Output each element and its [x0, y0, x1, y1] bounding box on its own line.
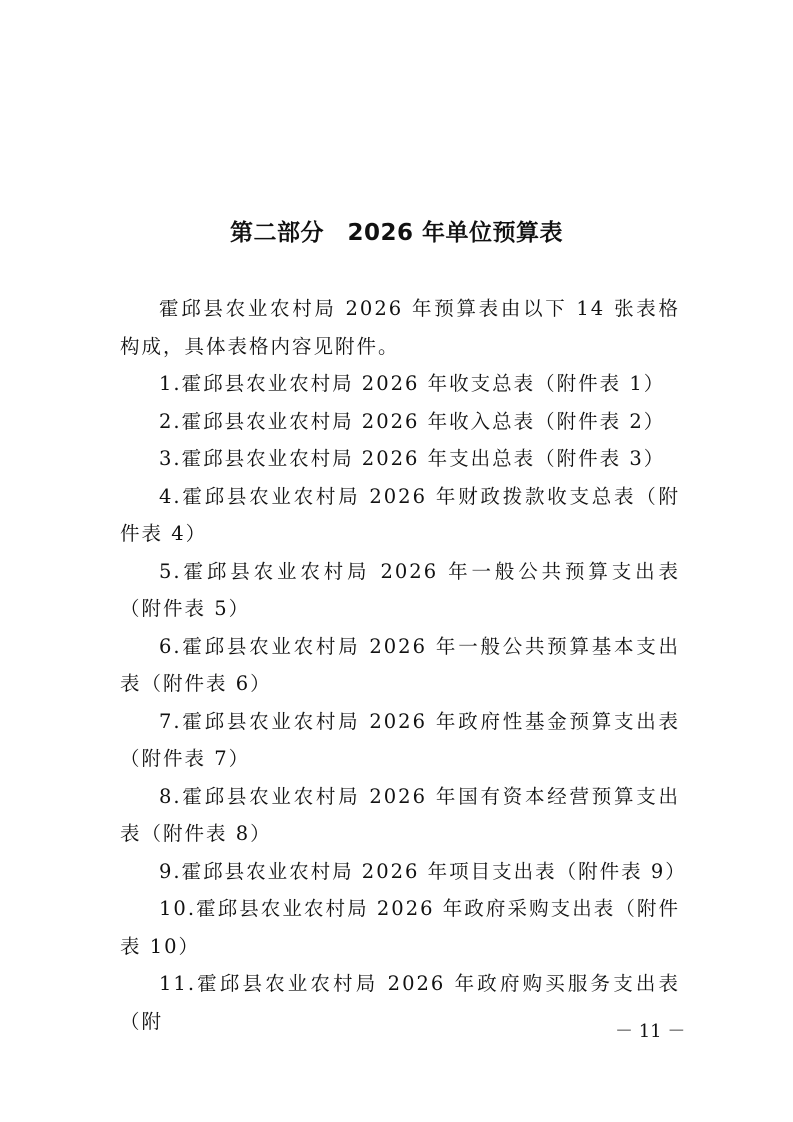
list-item: 2.霍邱县农业农村局 2026 年收入总表（附件表 2）: [159, 409, 666, 433]
page-number: － 11 －: [615, 1021, 686, 1042]
section-title: 第二部分 2026 年单位预算表: [229, 220, 564, 246]
list-item: 6.霍邱县农业农村局 2026 年一般公共预算基本支出表（附件表 6）: [120, 634, 680, 695]
list-item: 9.霍邱县农业农村局 2026 年项目支出表（附件表 9）: [159, 859, 687, 883]
list-item: 1.霍邱县农业农村局 2026 年收支总表（附件表 1）: [159, 372, 666, 395]
list-item: 3.霍邱县农业农村局 2026 年支出总表（附件表 3）: [159, 447, 666, 470]
list-item: 11.霍邱县农业农村局 2026 年政府购买服务支出表（附: [120, 972, 680, 1033]
list-item: 7.霍邱县农业农村局 2026 年政府性基金预算支出表（附件表 7）: [120, 709, 680, 770]
list-item: 10.霍邱县农业农村局 2026 年政府采购支出表（附件表 10）: [120, 897, 680, 958]
list-item: 4.霍邱县农业农村局 2026 年财政拨款收支总表（附件表 4）: [120, 484, 680, 545]
list-item: 8.霍邱县农业农村局 2026 年国有资本经营预算支出表（附件表 8）: [120, 784, 680, 845]
list-item: 5.霍邱县农业农村局 2026 年一般公共预算支出表（附件表 5）: [120, 559, 680, 620]
document-body: [120, 290, 687, 1040]
intro-paragraph: 霍邱县农业农村局 2026 年预算表由以下 14 张表格构成，具体表格内容见附件。: [120, 297, 680, 358]
